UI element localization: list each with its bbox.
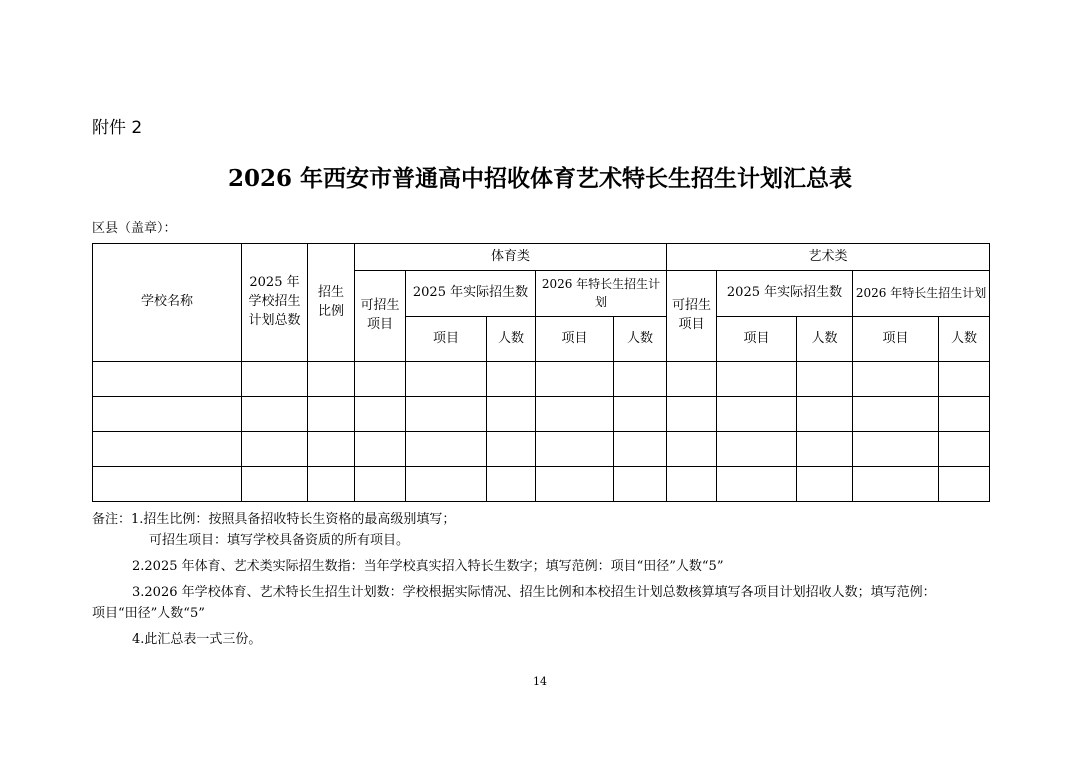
- table-cell[interactable]: [242, 397, 308, 432]
- table-cell[interactable]: [406, 397, 487, 432]
- table-cell[interactable]: [242, 362, 308, 397]
- table-cell[interactable]: [406, 362, 487, 397]
- sports-eligible-items: [355, 271, 406, 362]
- arts-actual-count: 人数: [797, 317, 853, 362]
- table-cell[interactable]: [797, 397, 853, 432]
- annex-label: 附件 2: [92, 118, 143, 138]
- note-2: 2.2025 年体育、艺术类实际招生数指：当年学校真实招入特长生数字；填写范例：项目“田径”人数“5”: [132, 559, 724, 574]
- header-arts-group: 艺术类: [667, 244, 990, 271]
- table-cell[interactable]: [667, 467, 717, 502]
- table-cell[interactable]: [242, 432, 308, 467]
- table-cell[interactable]: [93, 432, 242, 467]
- table-cell[interactable]: [797, 467, 853, 502]
- table-cell[interactable]: [308, 432, 355, 467]
- table-cell[interactable]: [853, 362, 939, 397]
- table-cell[interactable]: [614, 432, 667, 467]
- table-cell[interactable]: [939, 397, 990, 432]
- table-cell[interactable]: [853, 432, 939, 467]
- table-cell[interactable]: [406, 467, 487, 502]
- note-3-cont: 项目“田径”人数“5”: [92, 606, 205, 621]
- table-cell[interactable]: [667, 432, 717, 467]
- header-ratio: [308, 244, 355, 362]
- sports-plan-count: 人数: [614, 317, 667, 362]
- table-cell[interactable]: [308, 362, 355, 397]
- note-1: 备注：1.招生比例：按照具备招收特长生资格的最高级别填写；: [92, 512, 456, 527]
- arts-plan-item: 项目: [853, 317, 939, 362]
- arts-eligible-line2: 项目: [678, 317, 705, 332]
- plan-total-line2: 学校招生: [248, 294, 301, 310]
- plan-summary-table: [92, 243, 990, 502]
- ratio-line1: 招生: [317, 284, 344, 300]
- table-cell[interactable]: [797, 432, 853, 467]
- table-cell[interactable]: [308, 467, 355, 502]
- table-cell[interactable]: [614, 467, 667, 502]
- table-cell[interactable]: [536, 397, 614, 432]
- table-cell[interactable]: [355, 467, 406, 502]
- note-1-sub: 可招生项目：填写学校具备资质的所有项目。: [149, 533, 410, 548]
- arts-plan-count: 人数: [939, 317, 990, 362]
- table-cell[interactable]: [614, 397, 667, 432]
- sports-eligible-line1: 可招生: [360, 298, 400, 314]
- header-sports-group: 体育类: [355, 244, 667, 271]
- sports-eligible-line2: 项目: [366, 317, 393, 332]
- table-cell[interactable]: [717, 432, 797, 467]
- table-cell[interactable]: [717, 467, 797, 502]
- sports-actual-item: 项目: [406, 317, 487, 362]
- table-cell[interactable]: [487, 467, 536, 502]
- page-title: 2026 年西安市普通高中招收体育艺术特长生招生计划汇总表: [227, 165, 853, 192]
- district-seal-label: 区县（盖章）：: [92, 221, 177, 236]
- table-row: [93, 432, 990, 467]
- table-cell[interactable]: [853, 467, 939, 502]
- table-row: [93, 397, 990, 432]
- table-cell[interactable]: [717, 362, 797, 397]
- table-row: [93, 362, 990, 397]
- table-cell[interactable]: [536, 362, 614, 397]
- table-cell[interactable]: [536, 467, 614, 502]
- sports-plan-item: 项目: [536, 317, 614, 362]
- table-cell[interactable]: [93, 467, 242, 502]
- table-cell[interactable]: [308, 397, 355, 432]
- header-row-1: [93, 244, 990, 271]
- table-cell[interactable]: [487, 432, 536, 467]
- sports-actual-count: 人数: [487, 317, 536, 362]
- table-row: [93, 467, 990, 502]
- table-cell[interactable]: [487, 362, 536, 397]
- note-4: 4.此汇总表一式三份。: [132, 632, 262, 647]
- table-cell[interactable]: [536, 432, 614, 467]
- table-cell[interactable]: [667, 362, 717, 397]
- table-cell[interactable]: [406, 432, 487, 467]
- arts-plan-2026: 2026 年特长生招生计划: [853, 271, 990, 317]
- plan-total-line1: 2025 年: [249, 275, 300, 291]
- table-cell[interactable]: [717, 397, 797, 432]
- table-cell[interactable]: [355, 397, 406, 432]
- table-cell[interactable]: [853, 397, 939, 432]
- table-cell[interactable]: [939, 467, 990, 502]
- page-number: 14: [533, 675, 547, 688]
- notes-section: [92, 509, 992, 650]
- table-cell[interactable]: [939, 362, 990, 397]
- arts-actual-2025: 2025 年实际招生数: [717, 271, 853, 317]
- arts-eligible-items: [667, 271, 717, 362]
- table-cell[interactable]: [93, 362, 242, 397]
- table-cell[interactable]: [614, 362, 667, 397]
- table-cell[interactable]: [667, 397, 717, 432]
- table-cell[interactable]: [939, 432, 990, 467]
- table-cell[interactable]: [355, 432, 406, 467]
- note-3: 3.2026 年学校体育、艺术特长生招生计划数：学校根据实际情况、招生比例和本校招生计划总数核算填写各项目计划招收人数；填写范例：: [132, 585, 936, 600]
- header-school-name: 学校名称: [93, 244, 242, 362]
- header-plan-total: [242, 244, 308, 362]
- table-cell[interactable]: [487, 397, 536, 432]
- table-cell[interactable]: [93, 397, 242, 432]
- sports-plan-2026: 2026 年特长生招生计划: [536, 271, 667, 317]
- arts-eligible-line1: 可招生: [672, 298, 712, 314]
- table-cell[interactable]: [797, 362, 853, 397]
- ratio-line2: 比例: [317, 303, 344, 319]
- table-cell[interactable]: [242, 467, 308, 502]
- sports-actual-2025: 2025 年实际招生数: [406, 271, 536, 317]
- plan-total-line3: 计划总数: [248, 312, 301, 328]
- arts-actual-item: 项目: [717, 317, 797, 362]
- table-cell[interactable]: [355, 362, 406, 397]
